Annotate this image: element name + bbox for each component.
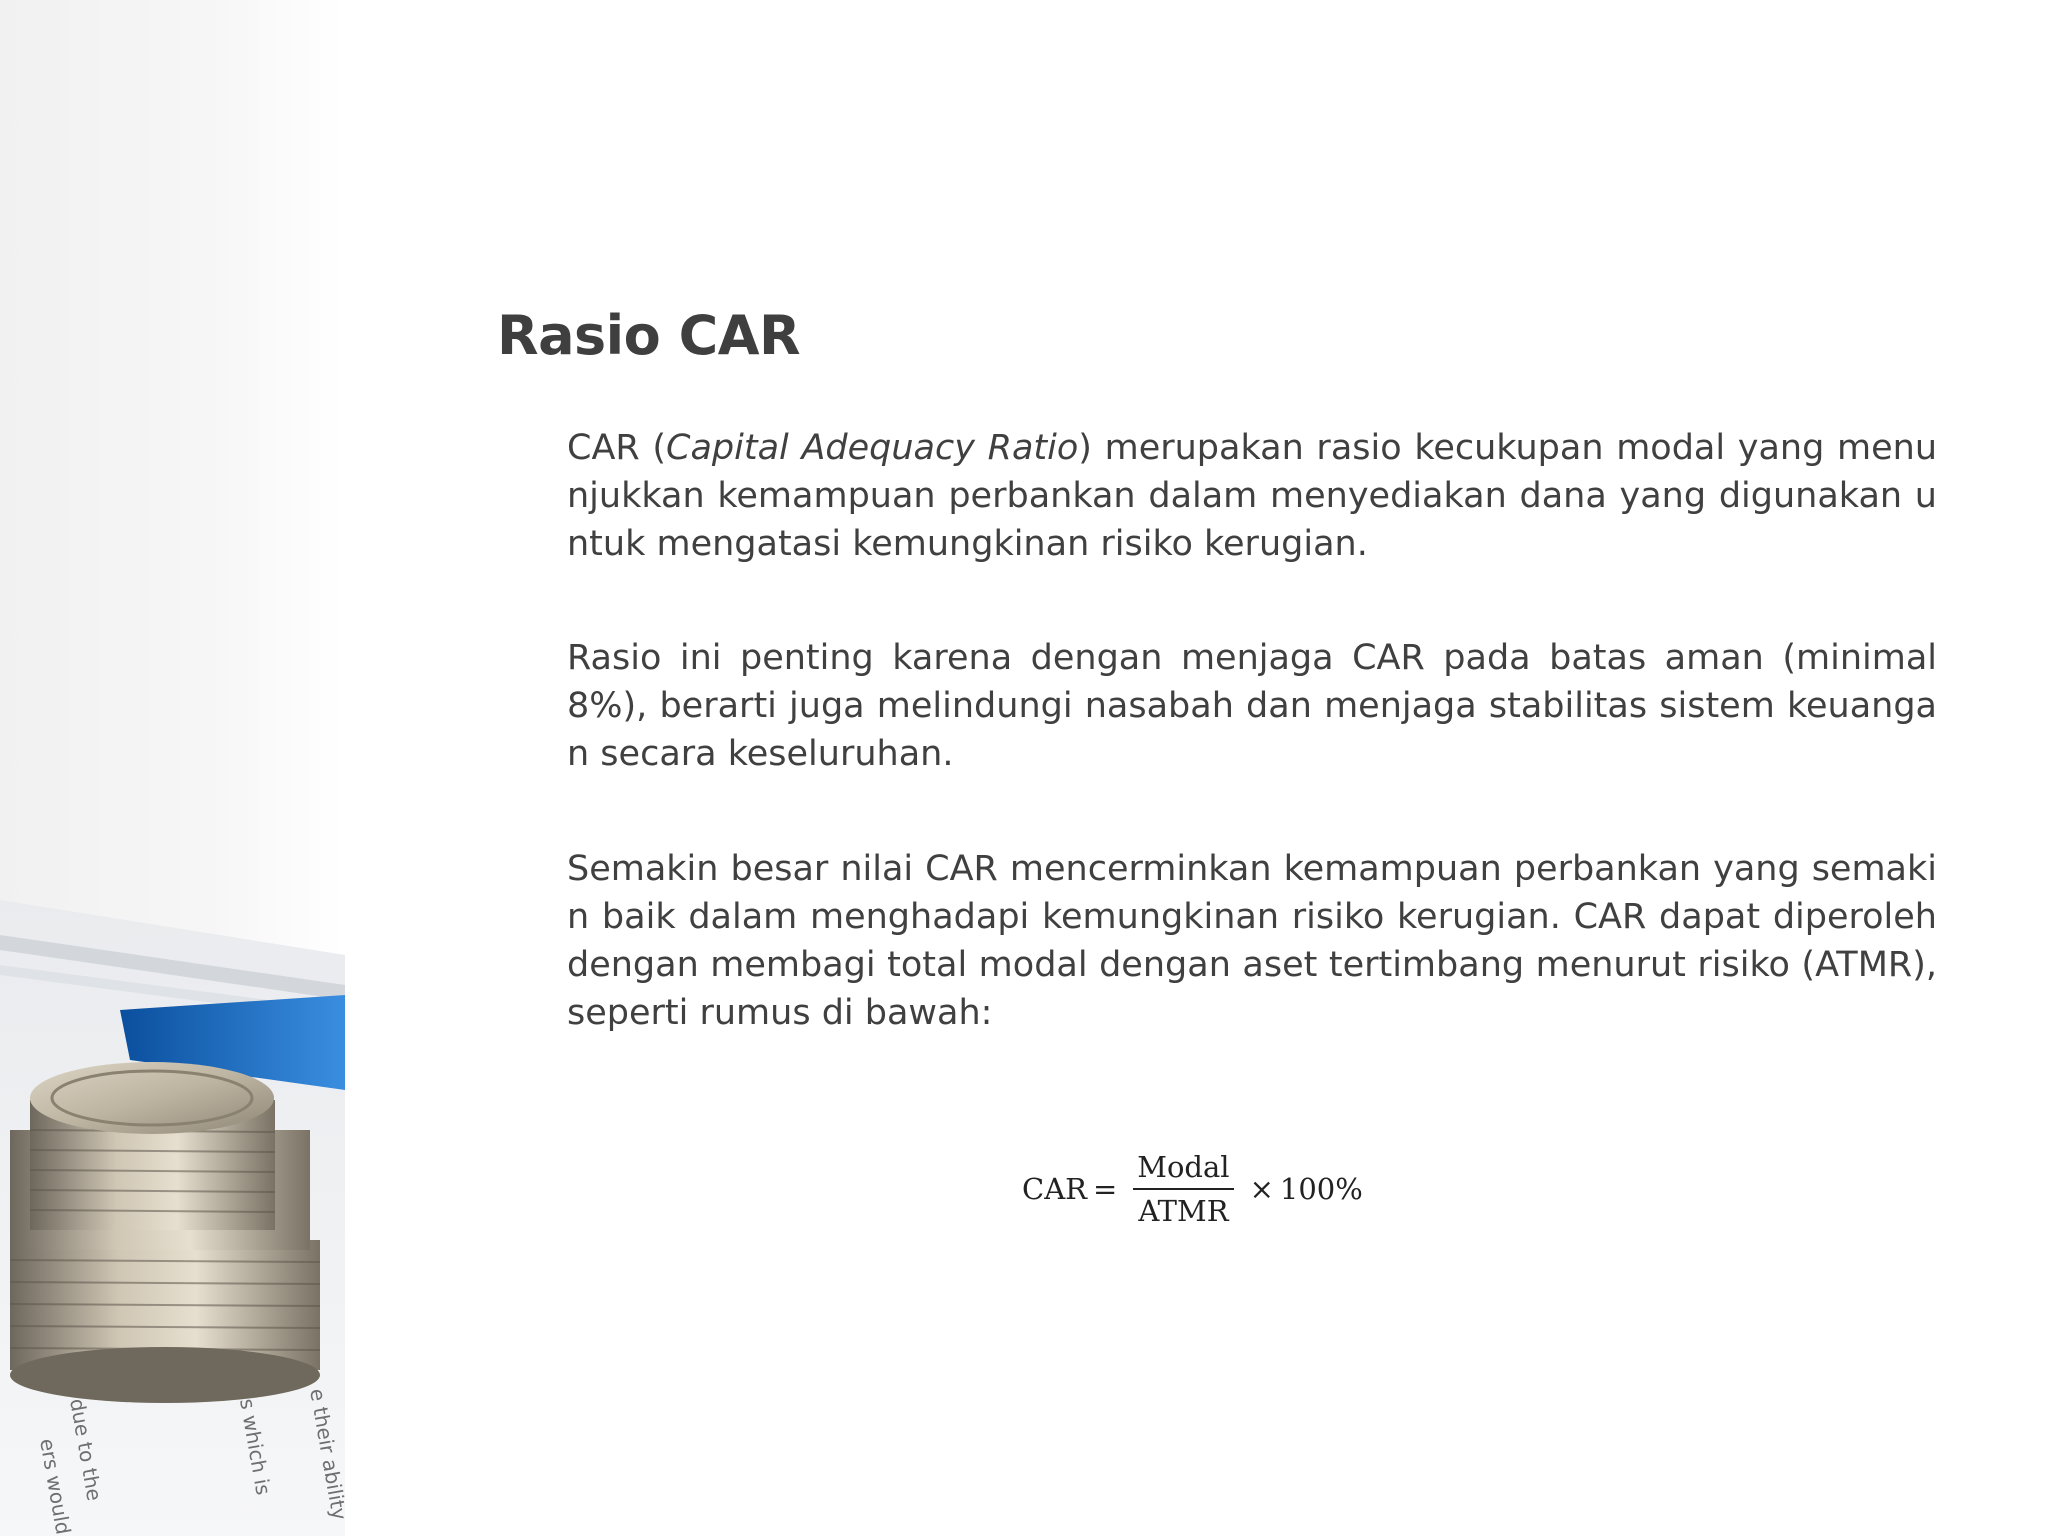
paragraph-text: CAR (: [567, 428, 667, 468]
formula-factor: 100%: [1279, 1172, 1363, 1206]
svg-text:s which is: s which is: [235, 1396, 276, 1497]
paragraph-car-importance: Rasio ini penting karena dengan menjaga CAR pada batas aman (minimal 8%), berarti juga melindungi nasabah dan menjaga stabilitas sistem keuangan secara keseluruhan.: [567, 638, 1937, 774]
formula-denominator: ATMR: [1138, 1194, 1229, 1228]
formula-numerator: Modal: [1133, 1150, 1233, 1190]
formula-times: ×: [1249, 1172, 1274, 1206]
formula-lhs: CAR: [1022, 1172, 1087, 1206]
paragraph-car-definition: [567, 424, 1937, 568]
svg-text:ers would: ers would: [35, 1436, 76, 1536]
formula-fraction: [1133, 1150, 1233, 1228]
car-formula: [1022, 1146, 1363, 1232]
paragraph-text: ) merupakan rasio kecukupan modal yang menunjukkan kemampuan perbankan dalam menyediakan dana yang digunakan untuk mengatasi kemungkinan risiko kerugian.: [567, 428, 1938, 564]
italic-term: Capital Adequacy Ratio: [666, 428, 1079, 468]
svg-text:e their ability: e their ability: [305, 1386, 352, 1522]
formula-equals: =: [1092, 1172, 1118, 1206]
svg-text:due to the: due to the: [65, 1396, 107, 1503]
slide-title: Rasio CAR: [497, 304, 801, 367]
coin-stack-photo: [0, 0, 352, 1536]
paragraph-car-calculation: Semakin besar nilai CAR mencerminkan kemampuan perbankan yang semakin baik dalam menghadapi kemungkinan risiko kerugian. CAR dapat diperoleh dengan membagi total modal dengan aset tertimbang menurut risiko (ATMR), seperti rumus di bawah:: [567, 849, 1937, 1033]
coin-stack-illustration: [0, 0, 352, 1536]
